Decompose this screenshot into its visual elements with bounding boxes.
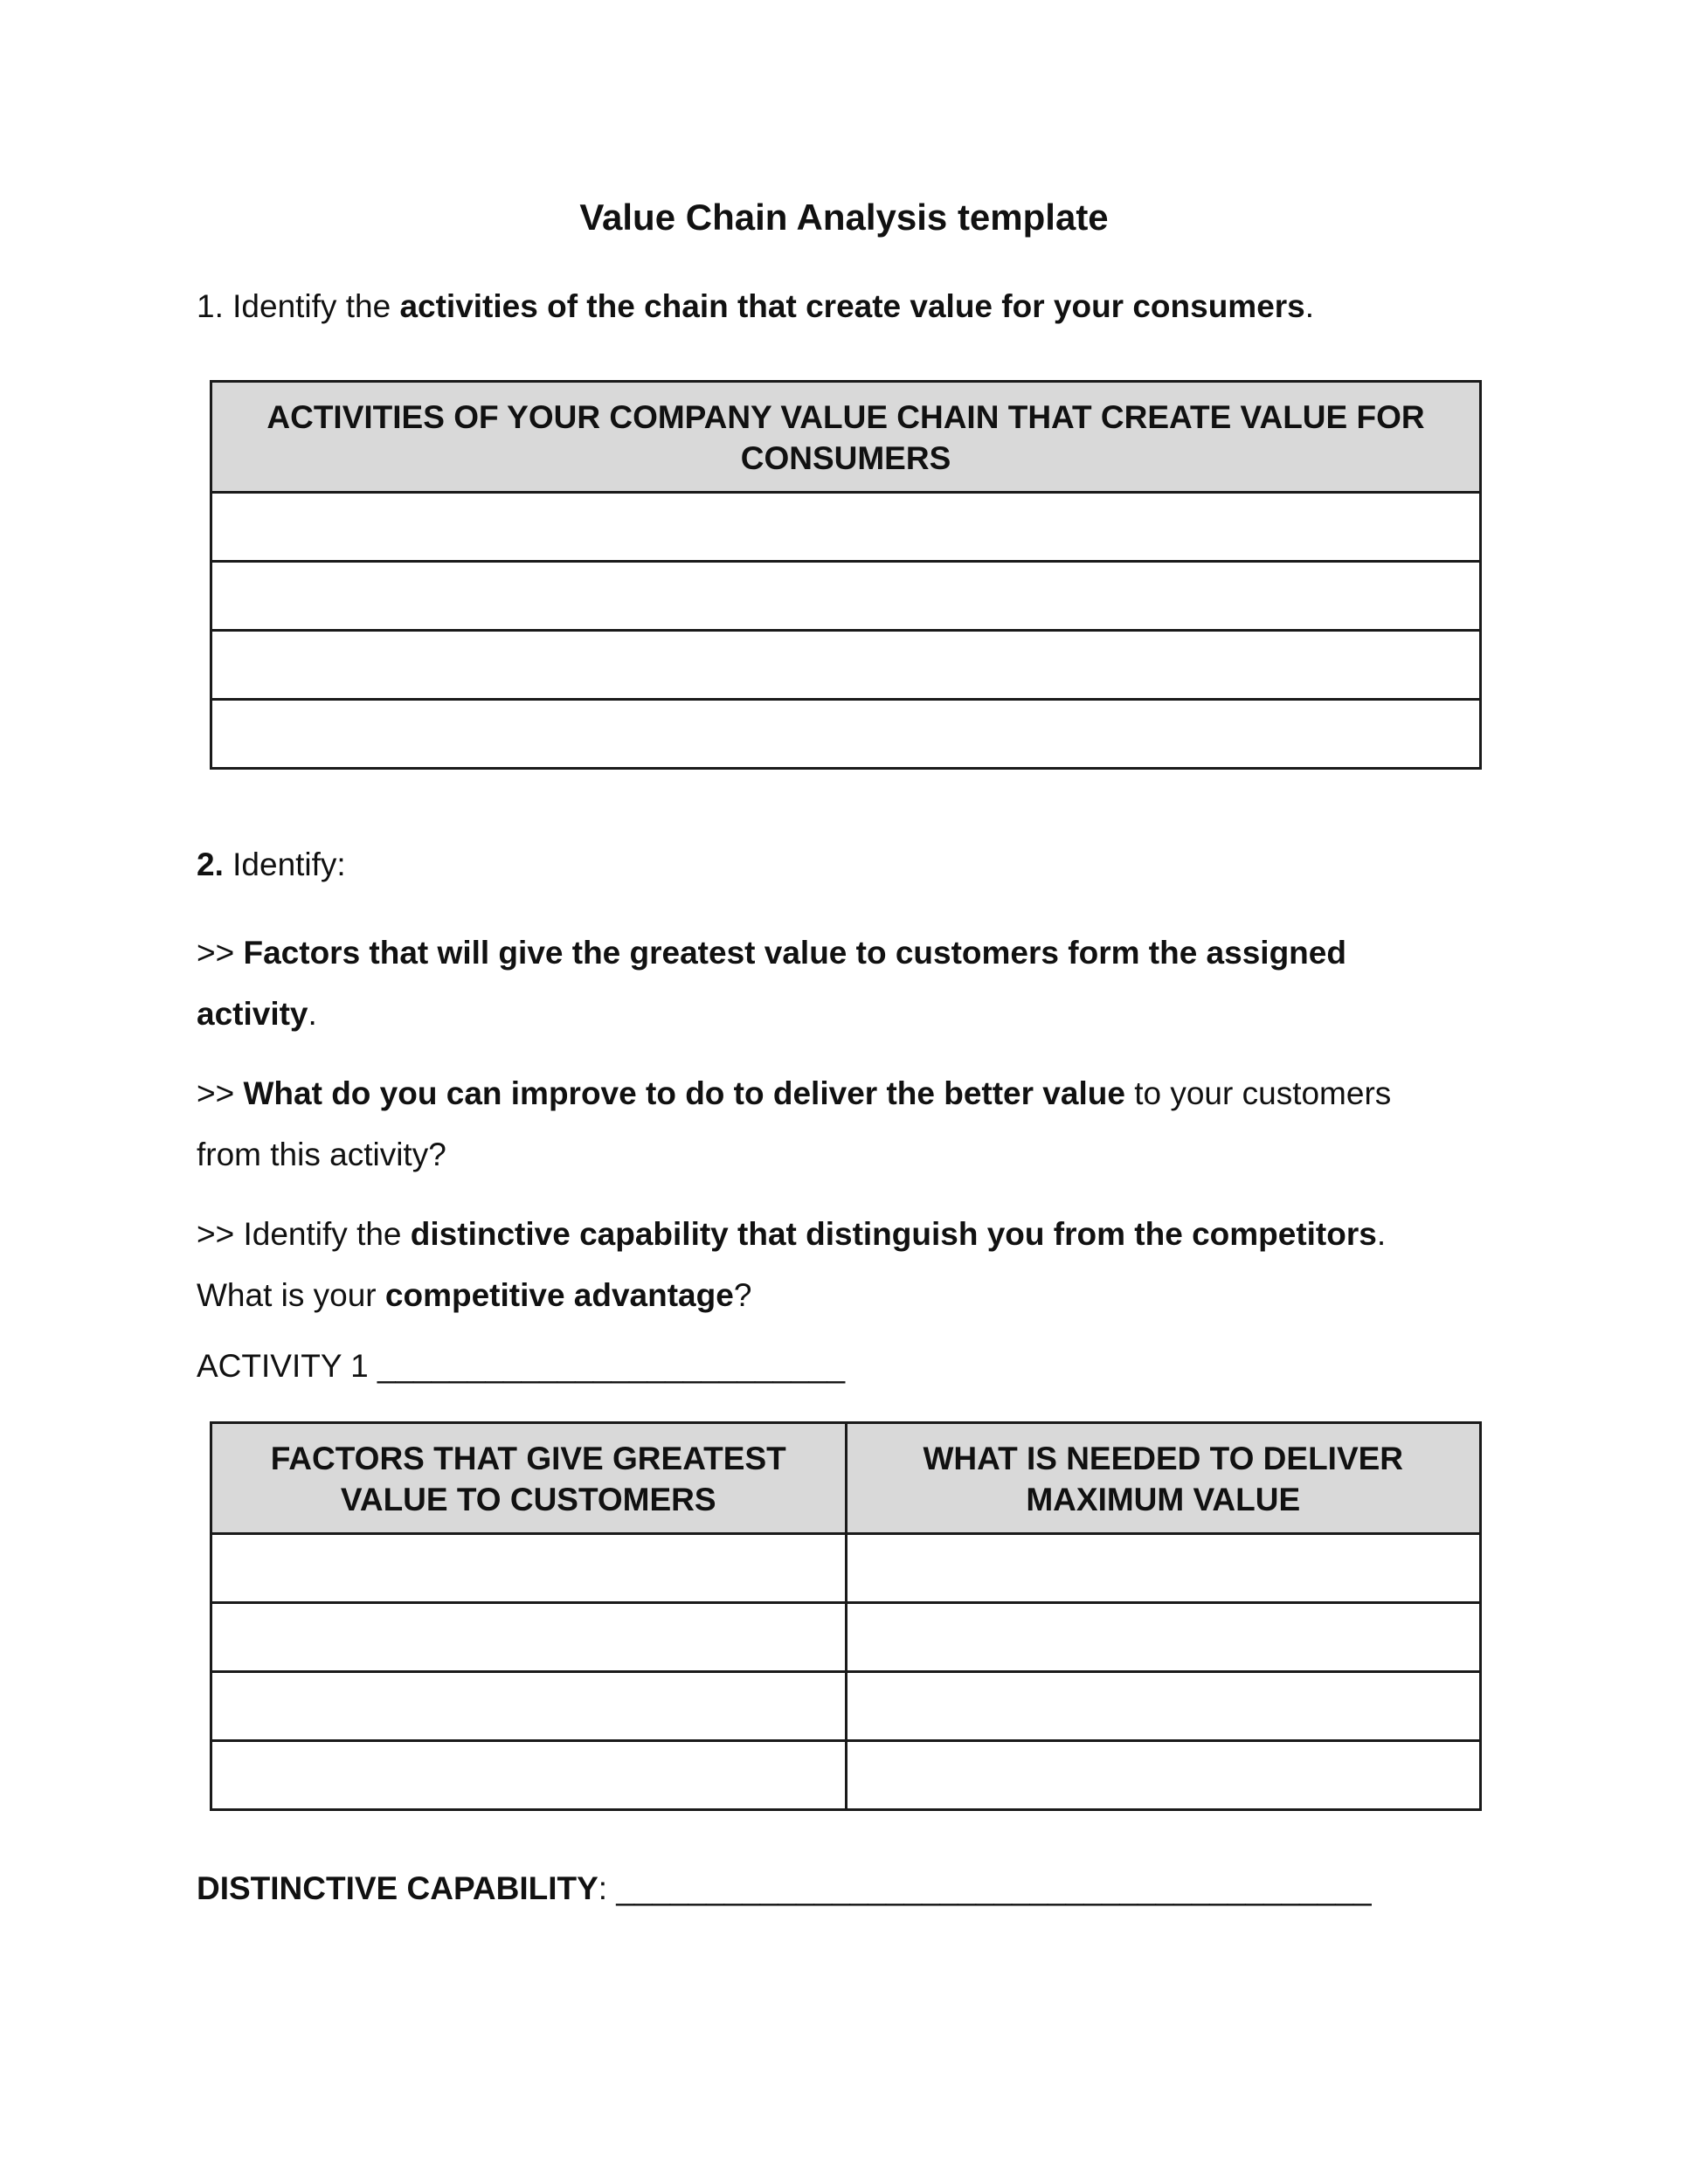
factors-table-cell[interactable]	[211, 1741, 847, 1810]
activity-line	[197, 1345, 1507, 1387]
distinctive-capability-label: DISTINCTIVE CAPABILITY	[197, 1870, 598, 1906]
distinctive-capability-blank[interactable]: __________________________________________	[616, 1870, 1372, 1906]
activities-table-cell[interactable]	[211, 631, 1481, 700]
factors-table-cell[interactable]	[211, 1534, 847, 1603]
bullet-factors: >> Factors that will give the greatest value to customers form the assigned activity.	[197, 935, 1346, 1032]
activities-table-cell[interactable]	[211, 493, 1481, 562]
factors-column-header: FACTORS THAT GIVE GREATEST VALUE TO CUSTOMERS	[211, 1423, 847, 1534]
distinctive-capability-line: DISTINCTIVE CAPABILITY: __________________________________________	[197, 1870, 1372, 1906]
bullet-distinctive: >> Identify the distinctive capability that distinguish you from the competitors. What is your competitive advantage?	[197, 1216, 1387, 1313]
section-2-heading: 2. Identify:	[197, 847, 346, 882]
needed-table-cell[interactable]	[846, 1741, 1481, 1810]
activities-table-cell[interactable]	[211, 700, 1481, 769]
needed-table-cell[interactable]	[846, 1603, 1481, 1672]
needed-table-cell[interactable]	[846, 1672, 1481, 1741]
activities-table-cell[interactable]	[211, 562, 1481, 631]
section-1-number: 1.	[197, 288, 224, 324]
section-1-instruction: 1. Identify the activities of the chain that create value for your consumers.	[197, 288, 1315, 324]
needed-column-header: WHAT IS NEEDED TO DELIVER MAXIMUM VALUE	[846, 1423, 1481, 1534]
section-2-number: 2.	[197, 847, 224, 882]
activity-label: ACTIVITY 1	[197, 1348, 369, 1384]
factors-table-cell[interactable]	[211, 1672, 847, 1741]
needed-table-cell[interactable]	[846, 1534, 1481, 1603]
activities-table	[210, 380, 1482, 770]
factors-table-cell[interactable]	[211, 1603, 847, 1672]
factors-table	[210, 1421, 1482, 1811]
bullet-improve: >> What do you can improve to do to deliver the better value to your customers from this activity?	[197, 1075, 1392, 1172]
page-title: Value Chain Analysis template	[579, 197, 1109, 238]
activity-blank[interactable]: __________________________	[377, 1348, 846, 1384]
activities-table-header: ACTIVITIES OF YOUR COMPANY VALUE CHAIN THAT CREATE VALUE FOR CONSUMERS	[211, 382, 1481, 493]
